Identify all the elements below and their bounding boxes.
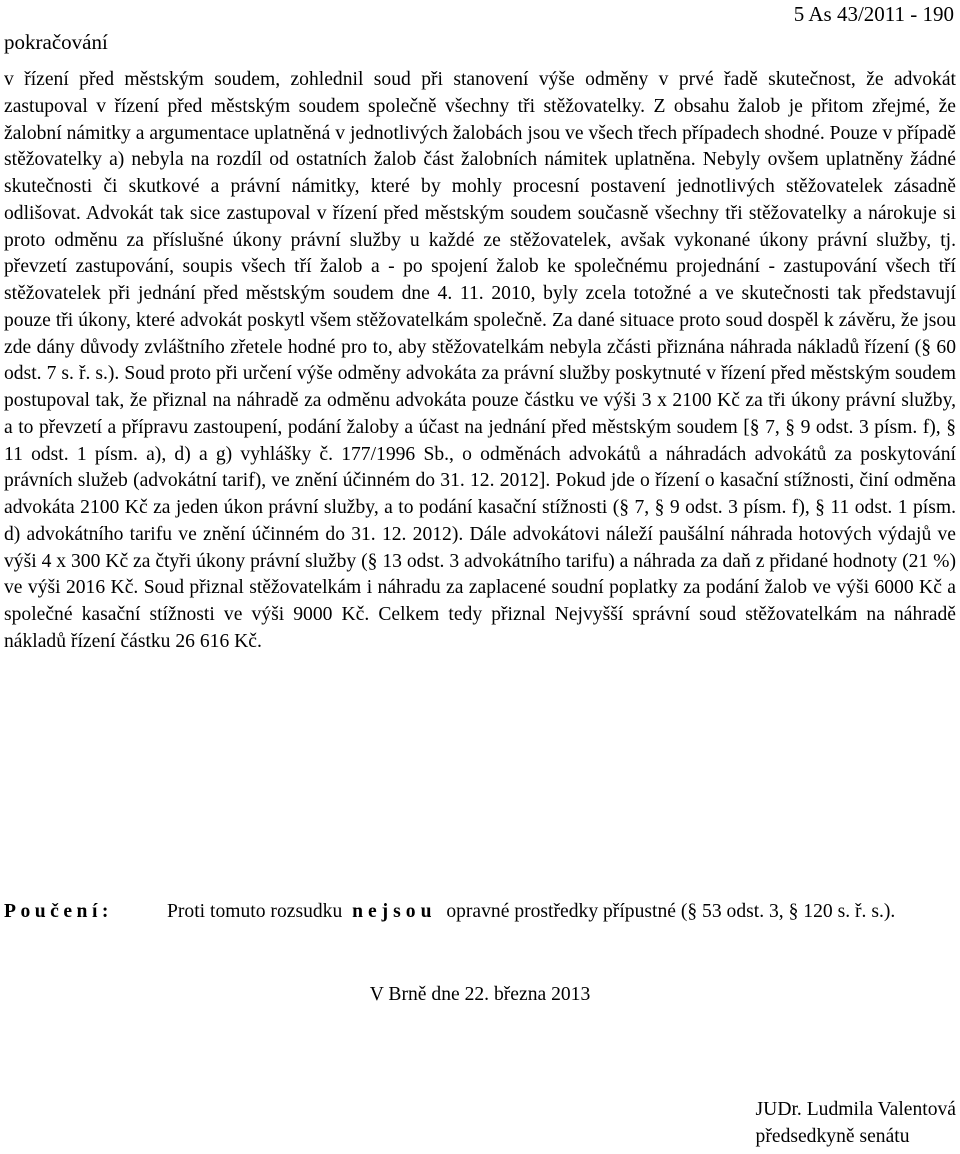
- continuation-label: pokračování: [4, 30, 108, 54]
- signatory-name: JUDr. Ludmila Valentová: [755, 1099, 956, 1120]
- signatory-role: předsedkyně senátu: [755, 1126, 910, 1147]
- instruction-emphasis: nejsou: [352, 901, 437, 922]
- instruction-text: [167, 897, 956, 927]
- instruction-text-after: opravné prostředky přípustné (§ 53 odst. 3, § 120 s. ř. s.).: [446, 901, 896, 922]
- reasoning-paragraph: v řízení před městským soudem, zohlednil soud při stanovení výše odměny v prvé řadě skutečnost, že advokát zastupoval v řízení před městským soudem společně všechny tři stěžovatelky. Z obsahu žalob je přitom zřejmé, že žalobní námitky a argumentace uplatněná v jednotlivých žalobách jsou ve všech třech případech shodné. Pouze v případě stěžovatelky a) nebyla na rozdíl od ostatních žalob část žalobních námitek uplatněna. Nebyly ovšem uplatněny žádné skutečnosti či skutkové a právní námitky, které by mohly procesní postavení jednotlivých stěžovatelek zásadně odlišovat. Advokát tak sice zastupoval v řízení před městským soudem současně všechny tři stěžovatelky a nárokuje si proto odměnu za příslušné úkony právní služby u každé ze stěžovatelek, avšak vykonané úkony právní služby, tj. převzetí zastupování, soupis všech tří žalob a - po spojení žalob ke společnému projednání - zastupování všech tří stěžovatelek při jednání před městským soudem dne 4. 11. 2010, byly zcela totožné a ve skutečnosti tak představují pouze tři úkony, které advokát poskytl všem stěžovatelkám společně. Za dané situace proto soud dospěl k závěru, že jsou zde dány důvody zvláštního zřetele hodné pro to, aby stěžovatelkám nebyla zčásti přiznána náhrada nákladů řízení (§ 60 odst. 7 s. ř. s.). Soud proto při určení výše odměny advokáta za právní služby poskytnuté v řízení před městským soudem postupoval tak, že přiznal na náhradě za odměnu advokáta pouze částku ve výši 3 x 2100 Kč za tři úkony právní služby, a to převzetí a přípravu zastoupení, podání žaloby a účast na jednání před městským soudem [§ 7, § 9 odst. 3 písm. f), § 11 odst. 1 písm. a), d) a g) vyhlášky č. 177/1996 Sb., o odměnách advokátů a náhradách advokátů za poskytování právních služeb (advokátní tarif), ve znění účinném do 31. 12. 2012]. Pokud jde o řízení o kasační stížnosti, činí odměna advokáta 2100 Kč za jeden úkon právní služby, a to podání kasační stížnosti (§ 7, § 9 odst. 3 písm. f), § 11 odst. 1 písm. d) advokátního tarifu ve znění účinném do 31. 12. 2012). Dále advokátovi náleží paušální náhrada hotových výdajů ve výši 4 x 300 Kč za čtyři úkony právní služby (§ 13 odst. 3 advokátního tarifu) a náhrada za daň z přidané hodnoty (21 %) ve výši 2016 Kč. Soud přiznal stěžovatelkám i náhradu za zaplacené soudní poplatky za podání žalob ve výši 6000 Kč a společné kasační stížnosti ve výši 9000 Kč. Celkem tedy přiznal Nejvyšší správní soud stěžovatelkám na náhradě nákladů řízení částku 26 616 Kč.: [4, 69, 956, 652]
- signature-block: [756, 1096, 956, 1150]
- case-number: 5 As 43/2011 - 190: [793, 2, 954, 26]
- place-and-date: V Brně dne 22. března 2013: [369, 984, 591, 1005]
- instruction-label: Poučení:: [4, 901, 113, 922]
- instruction-text-before: Proti tomuto rozsudku: [167, 901, 343, 922]
